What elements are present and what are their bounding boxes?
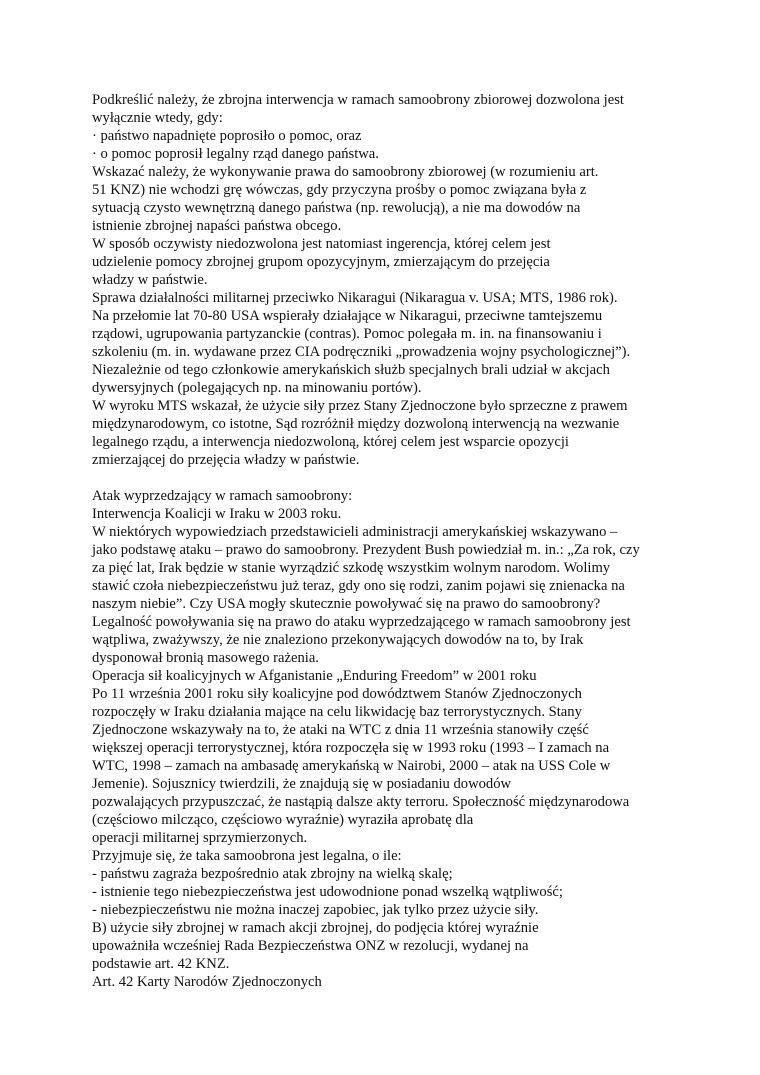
text-line: B) użycie siły zbrojnej w ramach akcji zbrojnej, do podjęcia której wyraźnie (92, 920, 539, 936)
text-line: - państwu zagraża bezpośrednio atak zbrojny na wielką skalę; (92, 866, 453, 882)
text-line: istnienie zbrojnej napaści państwa obcego. (92, 218, 342, 234)
text-line: Atak wyprzedzający w ramach samoobrony: (92, 488, 353, 504)
text-line: Po 11 września 2001 roku siły koalicyjne pod dowództwem Stanów Zjednoczonych (92, 686, 582, 702)
text-line: operacji militarnej sprzymierzonych. (92, 830, 308, 846)
text-line: Art. 42 Karty Narodów Zjednoczonych (92, 974, 322, 990)
text-line: Na przełomie lat 70-80 USA wspierały działające w Nikaragui, przeciwne tamtejszemu (92, 308, 603, 324)
text-line: wyłącznie wtedy, gdy: (92, 110, 223, 126)
text-line: Jemenie). Sojusznicy twierdzili, że znajdują się w posiadaniu dowodów (92, 776, 512, 792)
text-line: - istnienie tego niebezpieczeństwa jest udowodnione ponad wszelką wątpliwość; (92, 884, 563, 900)
paragraph-spacer (92, 469, 692, 487)
text-line: zmierzającej do przejęcia władzy w państwie. (92, 452, 360, 468)
text-line: dywersyjnych (polegających np. na minowaniu portów). (92, 380, 422, 396)
text-block-preemptive (92, 487, 692, 991)
text-line: WTC, 1998 – zamach na ambasadę amerykańską w Nairobi, 2000 – atak na USS Cole w (92, 758, 611, 774)
text-line: Sprawa działalności militarnej przeciwko Nikaragui (Nikaragua v. USA; MTS, 1986 rok). (92, 290, 618, 306)
text-line: 51 KNZ) nie wchodzi grę wówczas, gdy przyczyna prośby o pomoc związana była z (92, 182, 587, 198)
text-line: pozwalających przypuszczać, że nastąpią dalsze akty terroru. Społeczność międzynarodowa (92, 794, 630, 810)
text-line: podstawie art. 42 KNZ. (92, 956, 230, 972)
text-line: stawić czoła niebezpieczeństwu już teraz, gdy ono się rodzi, zanim pojawi się znienacka na (92, 578, 625, 594)
text-line: naszym niebie”. Czy USA mogły skutecznie powoływać się na prawo do samoobrony? (92, 596, 601, 612)
text-line: rozpoczęły w Iraku działania mające na celu likwidację baz terrorystycznych. Stany (92, 704, 582, 720)
text-line: Zjednoczone wskazywały na to, że ataki na WTC z dnia 11 września stanowiły część (92, 722, 589, 738)
text-line: większej operacji terrorystycznej, która rozpoczęła się w 1993 roku (1993 – I zamach na (92, 740, 610, 756)
text-line: Przyjmuje się, że taka samoobrona jest legalna, o ile: (92, 848, 402, 864)
text-line: Wskazać należy, że wykonywanie prawa do samoobrony zbiorowej (w rozumieniu art. (92, 164, 599, 180)
text-line: Legalność powoływania się na prawo do ataku wyprzedzającego w ramach samoobrony jest (92, 614, 631, 630)
text-line: rządowi, ugrupowania partyzanckie (contras). Pomoc polegała m. in. na finansowaniu i (92, 326, 602, 342)
text-line: międzynarodowym, co istotne, Sąd rozróżnił między dozwoloną interwencją na wezwanie (92, 416, 620, 432)
text-line: upoważniła wcześniej Rada Bezpieczeństwa ONZ w rezolucji, wydanej na (92, 938, 529, 954)
text-line: szkoleniu (m. in. wydawane przez CIA podręczniki „prowadzenia wojny psychologicznej”). (92, 344, 631, 360)
text-line: · o pomoc poprosił legalny rząd danego państwa. (92, 146, 379, 162)
text-line: Operacja sił koalicyjnych w Afganistanie „Enduring Freedom” w 2001 roku (92, 668, 537, 684)
text-line: Niezależnie od tego członkowie amerykańskich służb specjalnych brali udział w akcjach (92, 362, 610, 378)
text-line: jako podstawę ataku – prawo do samoobrony. Prezydent Bush powiedział m. in.: „Za rok, czy (92, 542, 640, 558)
document-page (92, 91, 692, 991)
text-line: W sposób oczywisty niedozwolona jest natomiast ingerencja, której celem jest (92, 236, 551, 252)
text-line: W niektórych wypowiedziach przedstawicieli administracji amerykańskiej wskazywano – (92, 524, 618, 540)
text-line: dysponował bronią masowego rażenia. (92, 650, 319, 666)
text-line: legalnego rządu, a interwencja niedozwoloną, której celem jest wsparcie opozycji (92, 434, 569, 450)
text-line: Podkreślić należy, że zbrojna interwencja w ramach samoobrony zbiorowej dozwolona jest (92, 92, 624, 108)
text-line: władzy w państwie. (92, 272, 208, 288)
text-line: · państwo napadnięte poprosiło o pomoc, oraz (92, 128, 362, 144)
text-line: za pięć lat, Irak będzie w stanie wyrządzić szkodę wszystkim wolnym narodom. Wolimy (92, 560, 611, 576)
text-line: (częściowo milcząco, częściowo wyraźnie) wyraziła aprobatę dla (92, 812, 474, 828)
text-line: W wyroku MTS wskazał, że użycie siły przez Stany Zjednoczone było sprzeczne z prawem (92, 398, 628, 414)
text-line: wątpliwa, zważywszy, że nie znaleziono przekonywających dowodów na to, by Irak (92, 632, 584, 648)
text-line: udzielenie pomocy zbrojnej grupom opozycyjnym, zmierzającym do przejęcia (92, 254, 550, 270)
text-line: sytuacją czysto wewnętrzną danego państwa (np. rewolucją), a nie ma dowodów na (92, 200, 581, 216)
text-block-intervention (92, 91, 692, 469)
text-line: Interwencja Koalicji w Iraku w 2003 roku. (92, 506, 342, 522)
text-line: - niebezpieczeństwu nie można inaczej zapobiec, jak tylko przez użycie siły. (92, 902, 539, 918)
